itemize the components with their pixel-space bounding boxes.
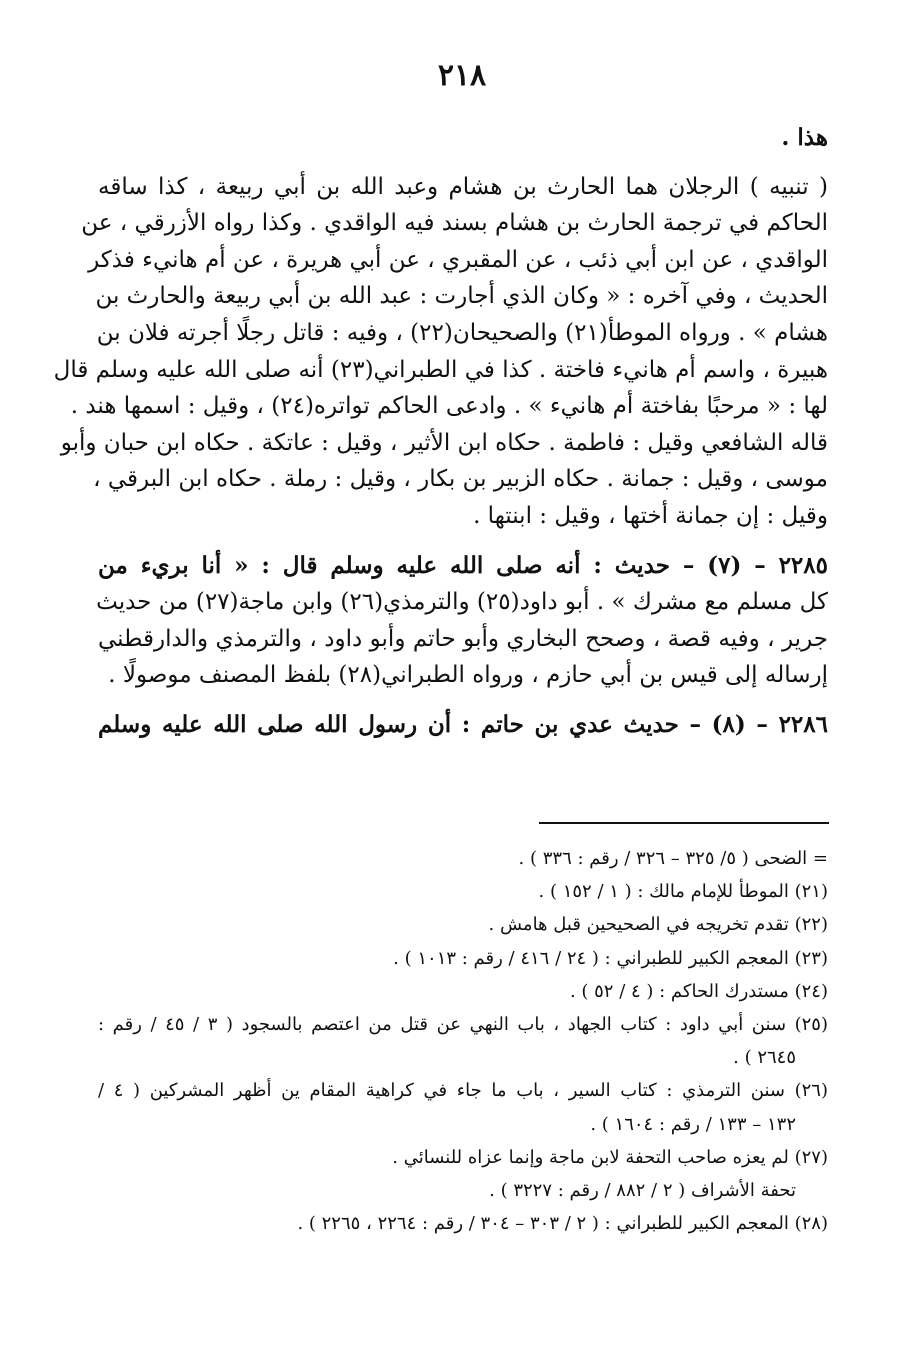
text-line: هذا .: [781, 124, 828, 151]
paragraph-note: [53, 169, 828, 535]
text-line: ( تنبيه ) الرجلان هما الحارث بن هشام وعبد الله بن أبي ربيعة ، كذا ساقه: [98, 173, 828, 200]
text-line: وقيل : إن جمانة أختها ، وقيل : ابنتها .: [473, 502, 828, 529]
footnote-line: (٢٦) سنن الترمذي : كتاب السير ، باب ما جاء في كراهية المقام ين أظهر المشركين ( ٤ /: [98, 1080, 828, 1102]
text-line: الواقدي ، عن ابن أبي ذئب ، عن المقبري ، عن أبي هريرة ، عن أم هانيء فذكر: [88, 246, 828, 273]
footnote-line: (٢٣) المعجم الكبير للطبراني : ( ٢٤ / ٤١٦ / رقم : ١٠١٣ ) .: [393, 947, 828, 969]
footnote-line: (٢٥) سنن أبي داود : كتاب الجهاد ، باب النهي عن قتل من اعتصم بالسجود ( ٣ / ٤٥ / رقم :: [98, 1014, 828, 1036]
footnote-line: (٢٧) لم يعزه صاحب التحفة لابن ماجة وإنما عزاه للنسائي .: [392, 1146, 828, 1168]
text-line: موسى ، وقيل : جمانة . حكاه الزبير بن بكار ، وقيل : رملة . حكاه ابن البرقي ،: [93, 466, 828, 493]
text-line: هبيرة ، واسم أم هانيء فاختة . كذا في الطبراني(٢٣) أنه صلى الله عليه وسلم قال: [53, 356, 828, 383]
text-line: الحديث ، وفي آخره : « وكان الذي أجارت : عبد الله بن أبي ربيعة والحارث بن: [95, 283, 828, 310]
footnote-line: (٢١) الموطأ للإمام مالك : ( ١ / ١٥٢ ) .: [538, 881, 828, 903]
footnote-line: = الضحى ( ٥/ ٣٢٥ – ٣٢٦ / رقم : ٣٣٦ ) .: [518, 848, 828, 869]
footnote-line: تحفة الأشراف ( ٢ / ٨٨٢ / رقم : ٣٢٢٧ ) .: [489, 1180, 796, 1202]
paragraph-hadith-2285: [98, 548, 828, 694]
text-line: لها : « مرحبًا بفاختة أم هانيء » . وادعى الحاكم تواتره(٢٤) ، وقيل : اسمها هند .: [70, 393, 828, 420]
text-line: كل مسلم مع مشرك » . أبو داود(٢٥) والترمذي(٢٦) وابن ماجة(٢٧) من حديث: [96, 589, 828, 616]
main-text: [53, 120, 828, 757]
text-line: هشام » . ورواه الموطأ(٢١) والصحيحان(٢٢) ، وفيه : قاتل رجلًا أجرته فلان بن: [96, 319, 828, 346]
footnote-line: (٢٤) مستدرك الحاكم : ( ٤ / ٥٢ ) .: [569, 980, 828, 1002]
footnote-divider: [539, 822, 829, 824]
footnotes: [98, 842, 828, 1240]
text-line: الحاكم في ترجمة الحارث بن هشام بسند فيه الواقدي . وكذا رواه الأزرقي ، عن: [81, 210, 828, 237]
paragraph-hadith-2286: [98, 707, 828, 744]
hadith-heading-line: ٢٢٨٦ – (٨) – حديث عدي بن حاتم : أن رسول الله صلى الله عليه وسلم: [98, 710, 828, 738]
text-line: قاله الشافعي وقيل : فاطمة . حكاه ابن الأثير ، وقيل : عاتكة . حكاه ابن حبان وأبو: [60, 429, 828, 456]
page-number: ٢١٨: [437, 58, 487, 93]
text-line: جرير ، وفيه قصة ، وصحح البخاري وأبو حاتم وأبو داود ، والترمذي والدارقطني: [98, 625, 828, 652]
footnote-line: (٢٢) تقدم تخريجه في الصحيحين قبل هامش .: [488, 914, 828, 936]
paragraph-intro: [98, 120, 828, 157]
footnote-line: (٢٨) المعجم الكبير للطبراني : ( ٢ / ٣٠٣ – ٣٠٤ / رقم : ٢٢٦٤ ، ٢٢٦٥ ) .: [297, 1213, 828, 1235]
text-line: إرساله إلى قيس بن أبي حازم ، ورواه الطبراني(٢٨) بلفظ المصنف موصولًا .: [108, 662, 828, 689]
footnote-line: ٢٦٤٥ ) .: [733, 1047, 796, 1069]
hadith-heading-line: ٢٢٨٥ – (٧) – حديث : أنه صلى الله عليه وسلم قال : « أنا بريء من: [98, 551, 828, 579]
footnote-line: ١٣٢ – ١٣٣ / رقم : ١٦٠٤ ) .: [590, 1113, 796, 1135]
